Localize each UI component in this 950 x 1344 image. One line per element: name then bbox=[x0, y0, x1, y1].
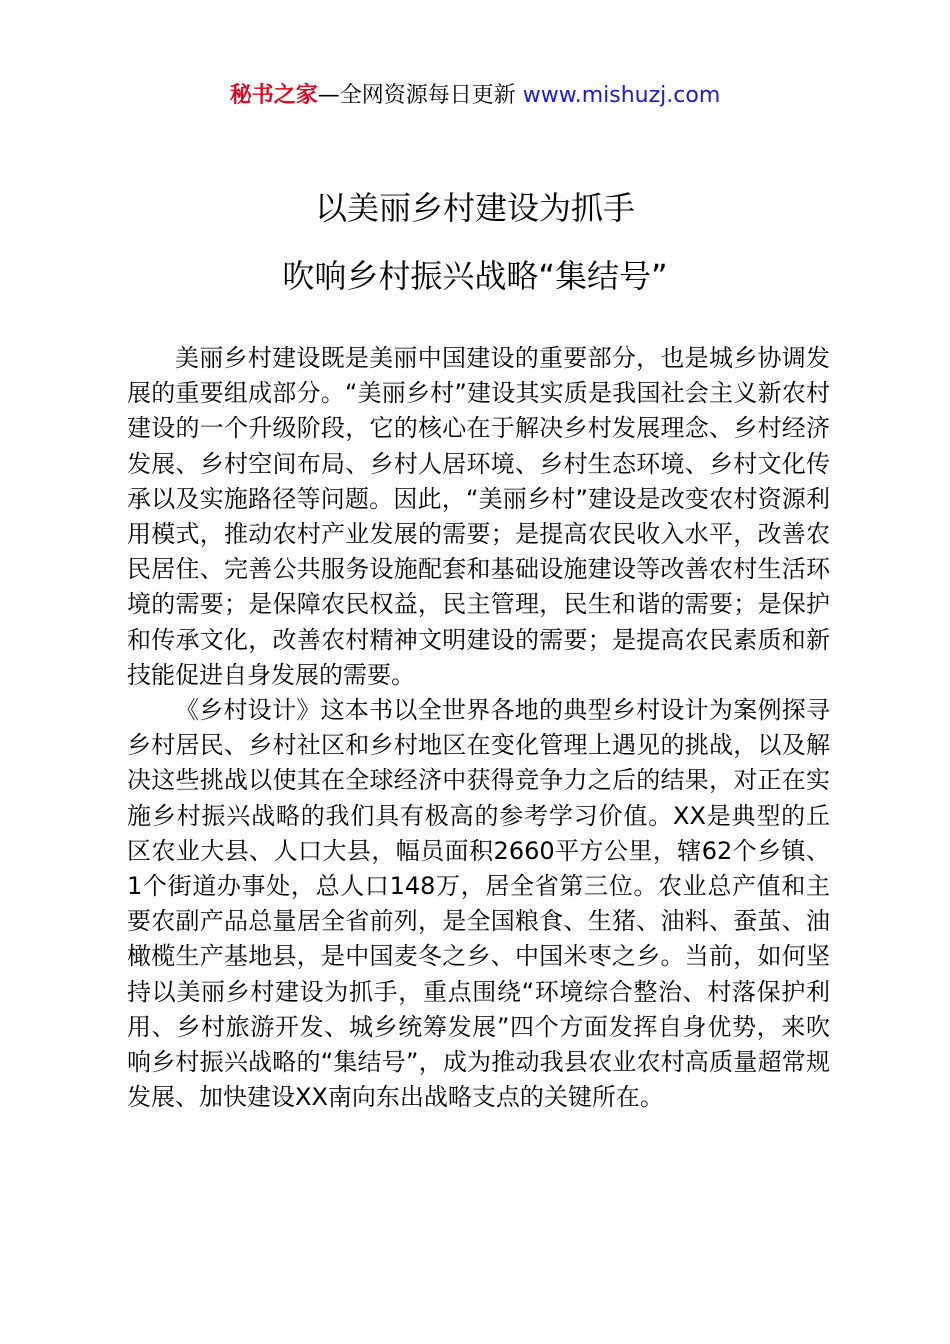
document-title-line-1: 以美丽乡村建设为抓手 bbox=[314, 189, 635, 227]
site-name: 秘书之家 bbox=[229, 83, 318, 108]
body-paragraph-2: 《乡村设计》这本书以全世界各地的典型乡村设计为案例探寻乡村居民、乡村社区和乡村地区在变化管理上遇见的挑战，以及解决这些挑战以使其在全球经济中获得竞争力之后的结果，对正在实施乡村振兴战略的我们具有极高的参考学习价值。XX是典型的丘区农业大县、人口大县，幅员面积2660平方公里，辖62个乡镇、1个街道办事处，总人口148万，居全省第三位。农业总产值和主要农副产品总量居全省前列，是全国粮食、生猪、油料、蚕茧、油橄榄生产基地县，是中国麦冬之乡、中国米枣之乡。当前，如何坚持以美丽乡村建设为抓手，重点围绕“环境综合整治、村落保护利用、乡村旅游开发、城乡统筹发展”四个方面发挥自身优势，来吹响乡村振兴战略的“集结号”，成为推动我县农业农村高质量超常规发展、加快建设XX南向东出战略支点的关键所在。 bbox=[127, 696, 830, 1112]
site-header bbox=[0, 80, 950, 112]
site-tagline: —全网资源每日更新 bbox=[317, 83, 523, 108]
document-title-line-2: 吹响乡村振兴战略“集结号” bbox=[282, 257, 668, 295]
document-body bbox=[127, 341, 830, 1115]
site-url-link[interactable]: www.mishuzj.com bbox=[522, 83, 721, 108]
body-paragraph-1: 美丽乡村建设既是美丽中国建设的重要部分，也是城乡协调发展的重要组成部分。“美丽乡村”建设其实质是我国社会主义新农村建设的一个升级阶段，它的核心在于解决乡村发展理念、乡村经济发展、乡村空间布局、乡村人居环境、乡村生态环境、乡村文化传承以及实施路径等问题。因此，“美丽乡村”建设是改变农村资源利用模式，推动农村产业发展的需要；是提高农民收入水平，改善农民居住、完善公共服务设施配套和基础设施建设等改善农村生活环境的需要；是保障农民权益，民主管理，民生和谐的需要；是保护和传承文化，改善农村精神文明建设的需要；是提高农民素质和新技能促进自身发展的需要。 bbox=[127, 344, 830, 689]
